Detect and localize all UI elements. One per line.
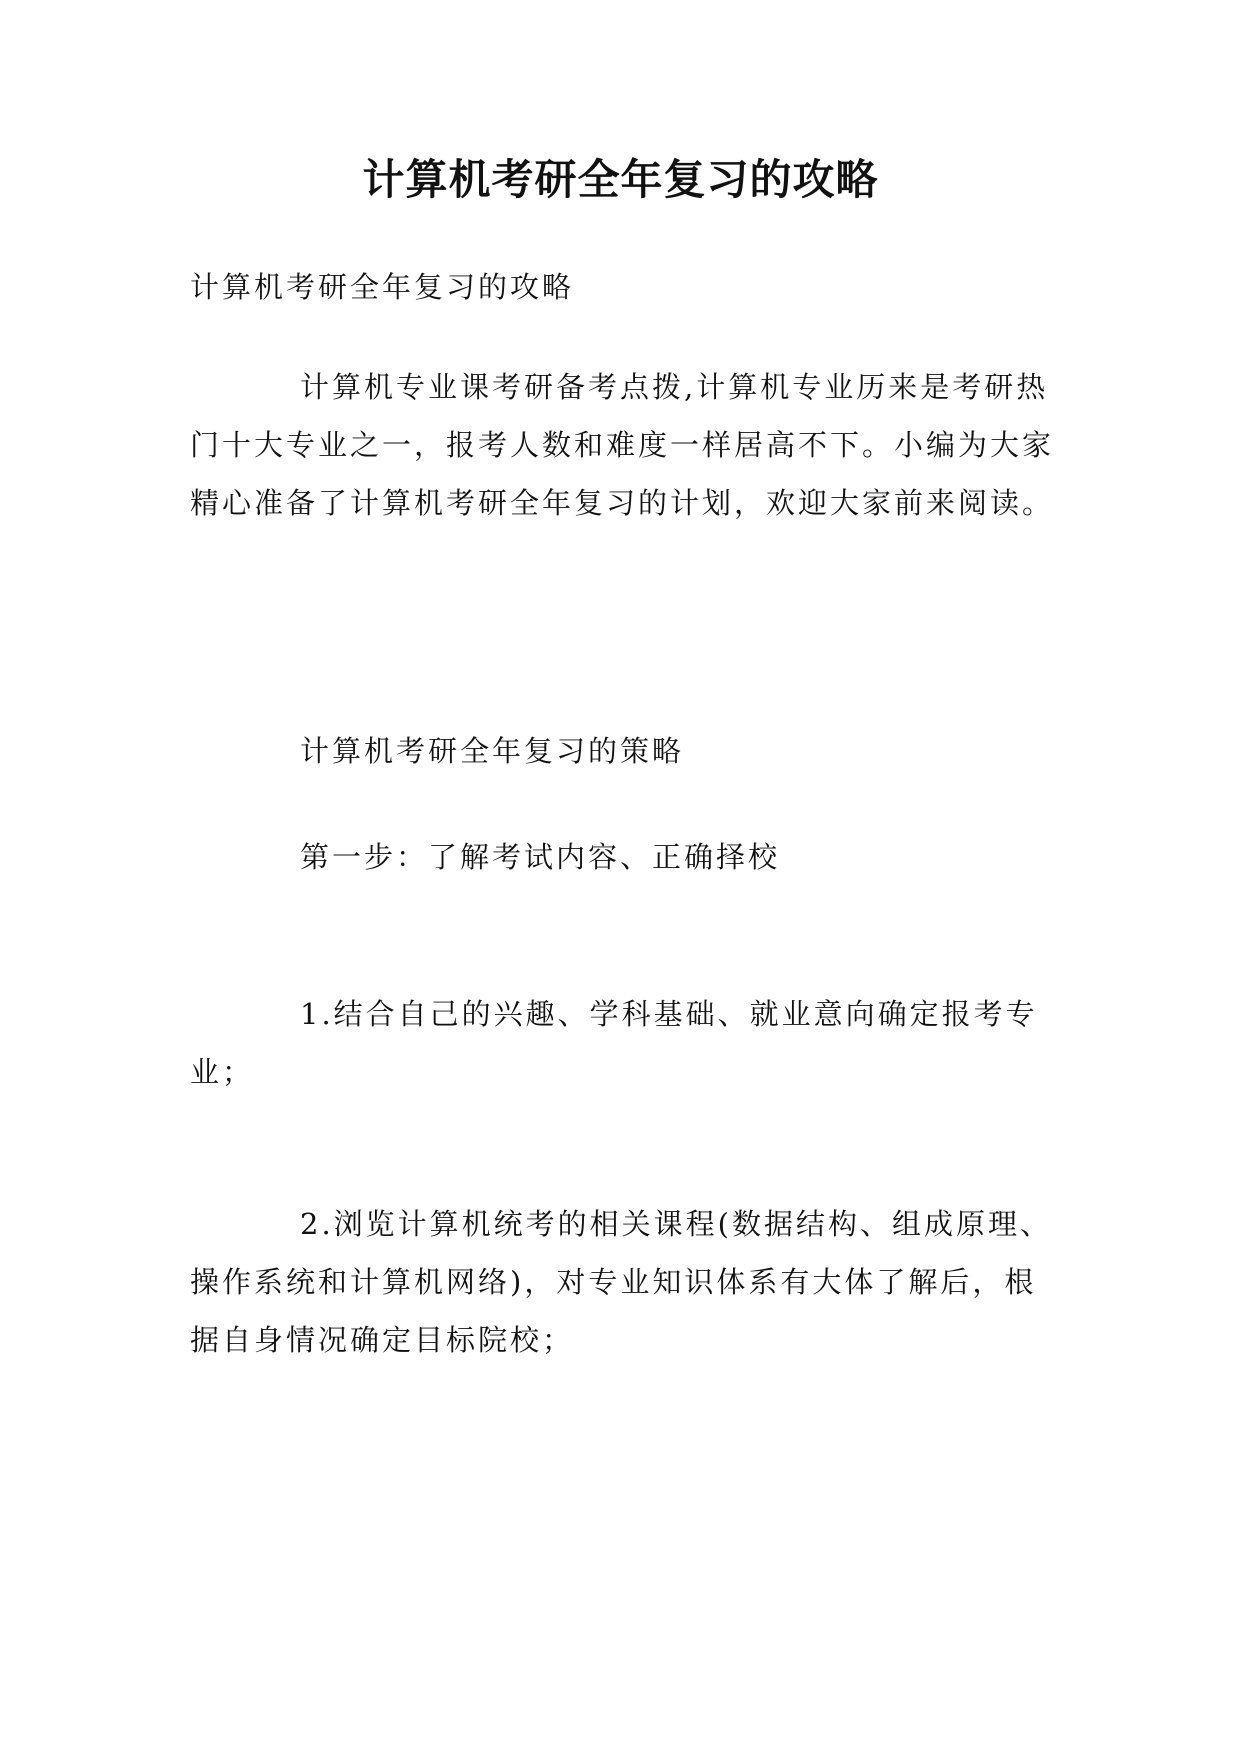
list-item-1: 1.结合自己的兴趣、学科基础、就业意向确定报考专业； bbox=[190, 997, 1038, 1089]
list-item-2: 2.浏览计算机统考的相关课程(数据结构、组成原理、操作系统和计算机网络)，对专业知识体系有大体了解后，根据自身情况确定目标院校； bbox=[190, 1207, 1052, 1357]
step-heading: 第一步：了解考试内容、正确择校 bbox=[300, 840, 781, 874]
section-heading: 计算机考研全年复习的策略 bbox=[300, 734, 685, 768]
document-subtitle: 计算机考研全年复习的攻略 bbox=[190, 270, 575, 304]
intro-paragraph: 计算机专业课考研备考点拨,计算机专业历来是考研热门十大专业之一，报考人数和难度一样居高不下。小编为大家精心准备了计算机考研全年复习的计划，欢迎大家前来阅读。 bbox=[190, 370, 1055, 520]
document-title: 计算机考研全年复习的攻略 bbox=[362, 155, 879, 204]
